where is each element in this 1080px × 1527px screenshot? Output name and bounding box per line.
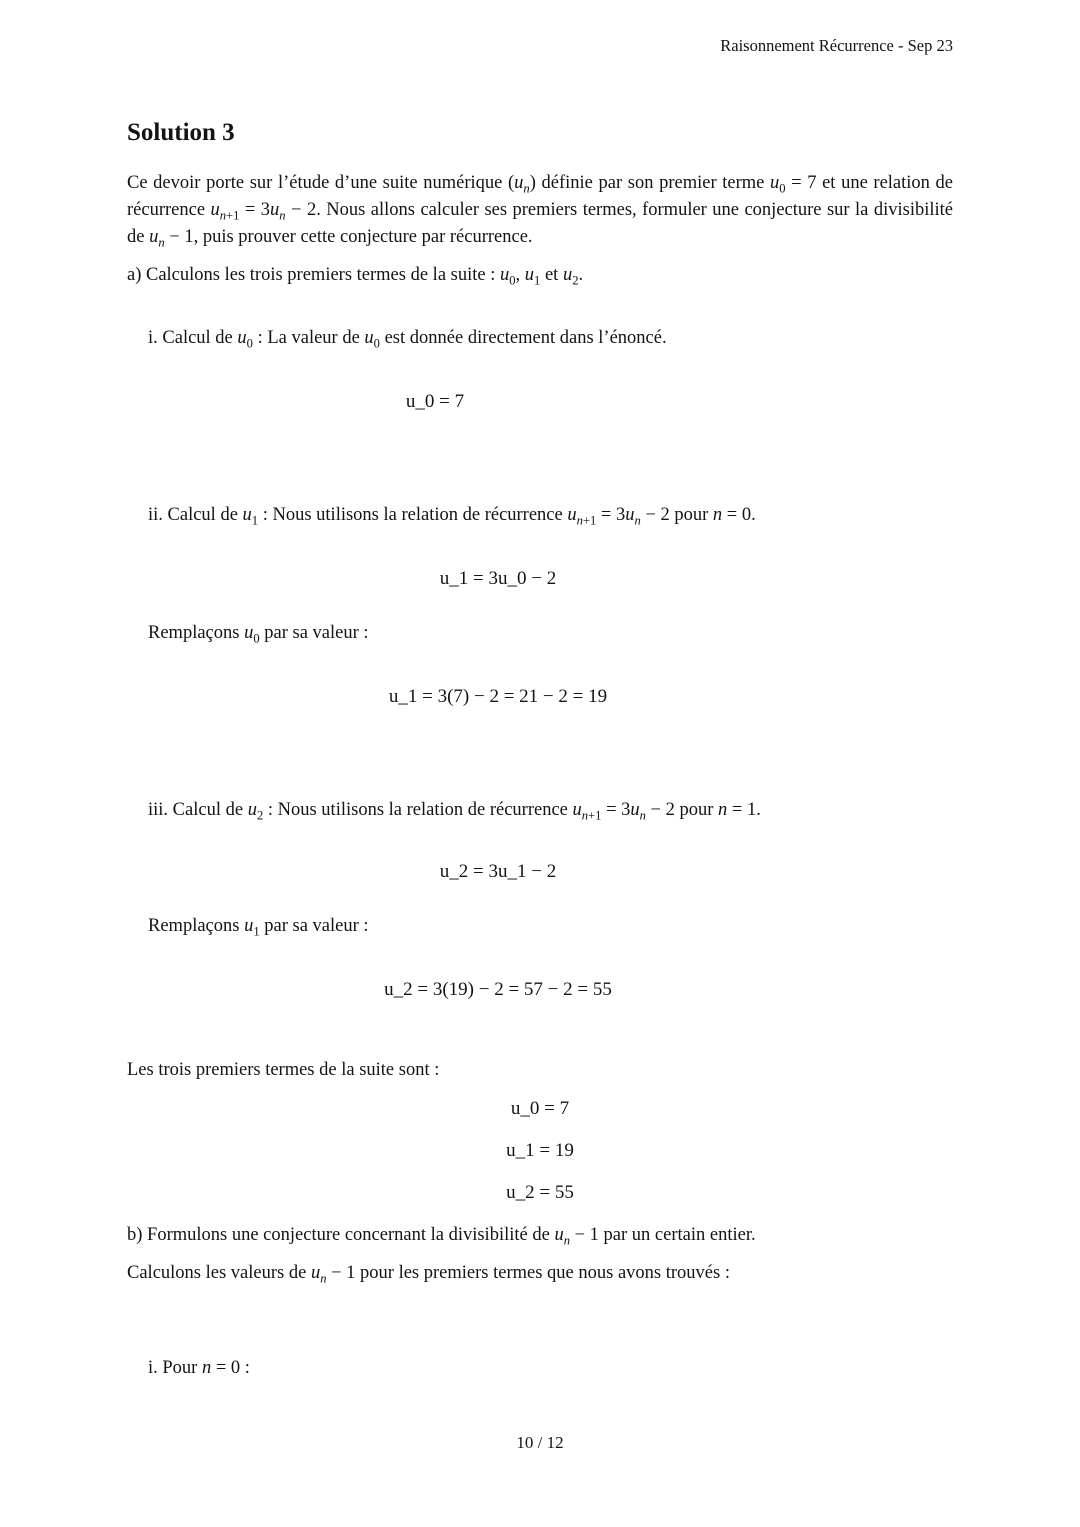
intro-paragraph: Ce devoir porte sur l’étude d’une suite numérique $(u_n)$ définie par son premier terme $u_0 = 7$ et une relation de récurrence $u_{n+1} = 3u_n - 2$. Nous allons calculer ses premiers termes, formuler une conjecture sur la divisibilité de $u_n - 1$, puis prouver cette conjecture par récurrence. xyxy=(127,173,954,250)
section-title: Solution 3 xyxy=(127,119,235,146)
equation-u2-result: u_2 = 3(19) − 2 = 57 − 2 = 55 xyxy=(384,979,612,1000)
step-i-label: i. Calcul de $u_0$ : La valeur de $u_0$ est donnée directement dans l’énoncé. xyxy=(148,328,667,351)
step-iii-label: iii. Calcul de $u_2$ : Nous utilisons la relation de récurrence $u_{n+1} = 3u_n - 2$ pour n = 1. xyxy=(148,800,761,823)
step-ii-note: Remplaçons $u_0$ par sa valeur : xyxy=(148,623,369,646)
equation-u2-relation: u_2 = 3u_1 − 2 xyxy=(439,861,557,882)
step-iii-note: Remplaçons $u_1$ par sa valeur : xyxy=(148,916,369,939)
summary-equation-u2: u_2 = 55 xyxy=(506,1182,574,1203)
summary-line: Les trois premiers termes de la suite sont : xyxy=(127,1060,440,1080)
summary-equation-u1: u_1 = 19 xyxy=(506,1140,574,1161)
part-a-heading: a) Calculons les trois premiers termes de la suite : $u_0$, $u_1$ et $u_2$. xyxy=(127,265,584,288)
equation-u0-value: u_0 = 7 xyxy=(405,391,465,412)
part-b-item-i: i. Pour n = 0 : xyxy=(148,1358,250,1378)
page-number: 10 / 12 xyxy=(516,1433,564,1452)
part-b-heading: b) Formulons une conjecture concernant la divisibilité de $u_n - 1$ par un certain entier. xyxy=(127,1225,756,1248)
part-b-intro: Calculons les valeurs de $u_n - 1$ pour les premiers termes que nous avons trouvés : xyxy=(127,1263,730,1286)
equation-u1-relation: u_1 = 3u_0 − 2 xyxy=(439,568,557,589)
running-header: Raisonnement Récurrence - Sep 23 xyxy=(720,36,953,55)
summary-equation-u0: u_0 = 7 xyxy=(510,1098,570,1119)
step-ii-label: ii. Calcul de $u_1$ : Nous utilisons la relation de récurrence $u_{n+1} = 3u_n - 2$ pour n = 0. xyxy=(148,505,756,528)
equation-u1-result: u_1 = 3(7) − 2 = 21 − 2 = 19 xyxy=(388,686,608,707)
